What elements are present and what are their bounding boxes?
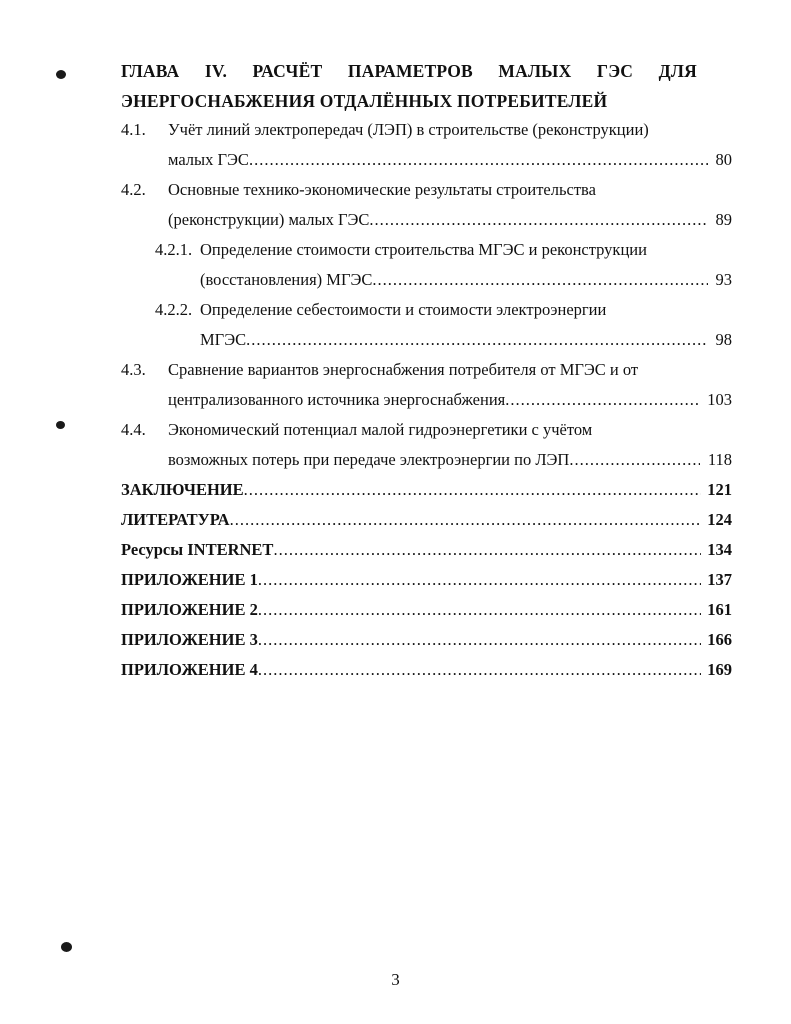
entry-title-line2 — [168, 145, 732, 175]
entry-number: 4.2. — [121, 180, 146, 199]
entry-title-line2 — [200, 325, 732, 355]
entry-title-line1: Основные технико-экономические результаты строительства — [168, 180, 596, 199]
toc-section-appendix-1[interactable] — [121, 565, 732, 595]
title-word: МАЛЫХ — [498, 61, 572, 81]
chapter-title-line2: ЭНЕРГОСНАБЖЕНИЯ ОТДАЛЁННЫХ ПОТРЕБИТЕЛЕЙ — [121, 91, 608, 111]
entry-page: 80 — [715, 150, 732, 169]
toc-entry-4-4[interactable] — [121, 415, 732, 475]
entry-text: (реконструкции) малых ГЭС — [168, 210, 370, 229]
entry-number: 4.1. — [121, 120, 146, 139]
leader-dots — [258, 595, 701, 625]
entry-text: малых ГЭС — [168, 150, 249, 169]
section-label: ЗАКЛЮЧЕНИЕ — [121, 480, 244, 499]
entry-number: 4.4. — [121, 420, 146, 439]
entry-title-line2 — [168, 205, 732, 235]
page-number: 3 — [391, 970, 400, 989]
toc-entry-4-2-1[interactable] — [155, 235, 732, 295]
toc-section-literature[interactable] — [121, 505, 732, 535]
title-word: ГЛАВА — [121, 61, 180, 81]
entry-text: централизованного источника энергоснабжения — [168, 390, 506, 409]
chapter-title-line1 — [121, 56, 697, 86]
section-page: 166 — [707, 630, 732, 649]
leader-dots — [369, 205, 707, 235]
entry-page: 89 — [715, 210, 732, 229]
leader-dots — [372, 265, 707, 295]
toc-section-conclusion[interactable] — [121, 475, 732, 505]
leader-dots — [249, 145, 708, 175]
entry-number: 4.2.2. — [155, 300, 193, 319]
section-label: ПРИЛОЖЕНИЕ 4 — [121, 660, 258, 679]
scan-blot — [61, 942, 72, 952]
leader-dots — [569, 445, 700, 475]
title-word: ГЭС — [596, 61, 634, 81]
section-page: 134 — [707, 540, 732, 559]
title-word: IV. — [204, 61, 228, 81]
entry-text: (восстановления) МГЭС — [200, 270, 373, 289]
section-page: 169 — [707, 660, 732, 679]
title-word: ПАРАМЕТРОВ — [347, 61, 473, 81]
entry-page: 93 — [715, 270, 732, 289]
entry-title-line2 — [168, 385, 732, 415]
section-label: Ресурсы INTERNET — [121, 540, 274, 559]
section-label: ПРИЛОЖЕНИЕ 1 — [121, 570, 258, 589]
section-page: 121 — [707, 480, 732, 499]
title-word: ДЛЯ — [658, 61, 697, 81]
toc-entry-4-2-2[interactable] — [155, 295, 732, 355]
title-word: РАСЧЁТ — [252, 61, 323, 81]
section-page: 161 — [707, 600, 732, 619]
section-label: ПРИЛОЖЕНИЕ 2 — [121, 600, 258, 619]
scan-blot — [56, 421, 65, 429]
entry-title-line1: Определение себестоимости и стоимости электроэнергии — [200, 300, 607, 319]
entry-title-line1: Учёт линий электропередач (ЛЭП) в строительстве (реконструкции) — [168, 120, 649, 139]
entry-number: 4.2.1. — [155, 240, 193, 259]
entry-title-line2 — [168, 445, 732, 475]
entry-page: 98 — [715, 330, 732, 349]
entry-text: возможных потерь при передаче электроэнергии по ЛЭП — [168, 450, 570, 469]
leader-dots — [273, 535, 701, 565]
leader-dots — [505, 385, 699, 415]
section-label: ПРИЛОЖЕНИЕ 3 — [121, 630, 258, 649]
section-page: 137 — [707, 570, 732, 589]
entry-title-line1: Сравнение вариантов энергоснабжения потребителя от МГЭС и от — [168, 360, 639, 379]
toc-entry-4-2[interactable] — [121, 175, 732, 235]
leader-dots — [246, 325, 707, 355]
entry-title-line1: Определение стоимости строительства МГЭС и реконструкции — [200, 240, 647, 259]
entry-title-line2 — [200, 265, 732, 295]
toc-section-internet[interactable] — [121, 535, 732, 565]
section-label: ЛИТЕРАТУРА — [121, 510, 230, 529]
scan-blot — [56, 70, 66, 79]
toc-section-appendix-4[interactable] — [121, 655, 732, 685]
entry-page: 103 — [707, 390, 732, 409]
section-page: 124 — [707, 510, 732, 529]
leader-dots — [258, 565, 701, 595]
entry-page: 118 — [707, 450, 732, 469]
toc-section-appendix-2[interactable] — [121, 595, 732, 625]
chapter-title — [121, 56, 697, 116]
leader-dots — [244, 475, 702, 505]
leader-dots — [258, 655, 701, 685]
entry-title-line1: Экономический потенциал малой гидроэнергетики с учётом — [168, 420, 593, 439]
toc-section-appendix-3[interactable] — [121, 625, 732, 655]
leader-dots — [258, 625, 701, 655]
toc-entry-4-3[interactable] — [121, 355, 732, 415]
toc-entry-4-1[interactable] — [121, 115, 732, 175]
entry-number: 4.3. — [121, 360, 146, 379]
entry-text: МГЭС — [200, 330, 247, 349]
leader-dots — [230, 505, 702, 535]
